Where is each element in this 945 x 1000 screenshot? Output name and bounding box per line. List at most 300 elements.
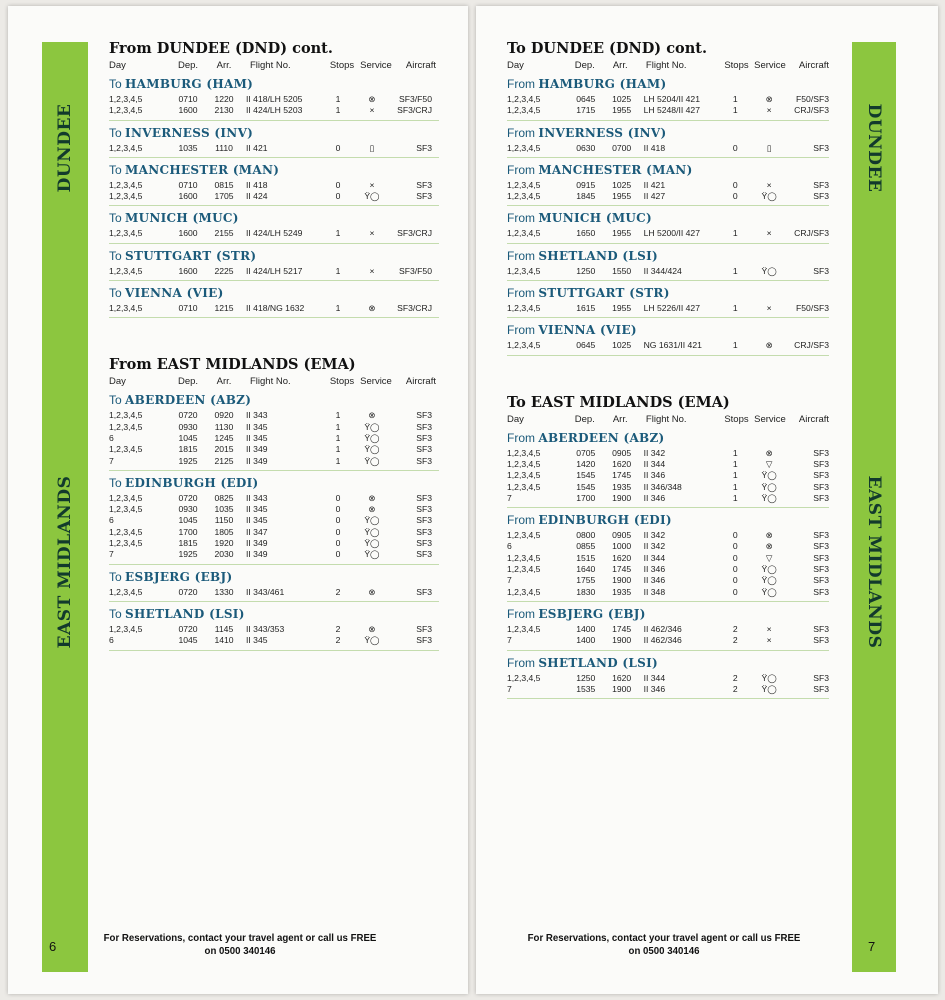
- flight-row: [109, 303, 439, 314]
- flight-flight: II 344: [643, 552, 666, 563]
- flight-stops: 0: [335, 492, 341, 503]
- flight-day: 1,2,3,4,5: [109, 94, 143, 104]
- flight-row: [507, 94, 829, 105]
- destination-block: [507, 285, 829, 318]
- flight-dep: 1830: [576, 586, 596, 597]
- destination-title: [109, 285, 439, 302]
- flight-aircraft: SF3: [416, 515, 432, 526]
- flight-arr: 1935: [612, 586, 632, 597]
- flight-dep: 1925: [178, 549, 198, 560]
- flight-row: [109, 538, 439, 549]
- flight-row: [109, 143, 439, 154]
- flight-arr: 1220: [214, 94, 234, 104]
- flight-flight: II 344: [643, 458, 666, 469]
- flight-day: 1,2,3,4,5: [507, 623, 541, 634]
- flight-service: ⊗: [368, 586, 376, 597]
- destination-prefix: To: [109, 162, 122, 177]
- flight-row: [109, 587, 439, 598]
- column-header-service: Service: [754, 413, 786, 425]
- flight-flight: II 346: [643, 575, 666, 586]
- flight-stops: 1: [335, 303, 341, 314]
- flight-aircraft: SF3: [813, 142, 829, 153]
- flight-dep: 1535: [576, 683, 596, 694]
- flight-flight: II 421: [643, 179, 666, 190]
- flight-row: [507, 624, 829, 635]
- destination-name: INVERNESS (INV): [125, 125, 254, 140]
- destination-title: [109, 475, 439, 492]
- flight-stops: 1: [335, 228, 341, 239]
- flight-arr: 2225: [214, 265, 234, 276]
- column-header-day: Day: [109, 376, 126, 388]
- flight-stops: 1: [732, 303, 738, 314]
- section-title: To DUNDEE (DND) cont.: [507, 40, 708, 57]
- flight-dep: 0930: [178, 421, 198, 432]
- destination-block: [109, 248, 439, 281]
- timetable-content: [109, 40, 439, 669]
- destination-prefix: From: [507, 125, 535, 140]
- flight-arr: 1620: [612, 458, 632, 469]
- destination-title: [507, 606, 829, 623]
- flight-stops: 2: [732, 623, 738, 634]
- flight-aircraft: CRJ/SF3: [794, 340, 829, 351]
- destination-prefix: From: [507, 606, 535, 621]
- column-header-day: Day: [109, 60, 126, 71]
- flight-flight: II 342: [643, 541, 666, 552]
- flight-stops: 0: [335, 142, 341, 153]
- flight-arr: 2015: [214, 444, 234, 455]
- destination-name: HAMBURG (HAM): [538, 77, 667, 91]
- flight-arr: 1745: [612, 470, 632, 481]
- flight-service: Ÿ◯: [364, 444, 380, 455]
- flight-flight: II 424/LH 5217: [246, 265, 303, 276]
- flight-service: ⊗: [765, 541, 773, 552]
- column-header-aircraft: Aircraft: [405, 60, 436, 71]
- flight-dep: 1715: [576, 105, 596, 116]
- page-number: 6: [49, 939, 57, 954]
- flight-dep: 1515: [576, 552, 596, 563]
- flight-service: ⊗: [765, 94, 773, 104]
- destination-title: [109, 125, 439, 142]
- destination-title: [109, 392, 439, 409]
- flight-flight: II 349: [246, 538, 268, 549]
- flight-flight: II 345: [246, 515, 268, 526]
- flight-arr: 1150: [214, 515, 234, 526]
- column-header-service: Service: [754, 60, 786, 71]
- flight-row: [109, 410, 439, 421]
- flight-service: ×: [766, 228, 772, 239]
- flight-arr: 0905: [612, 530, 632, 541]
- flight-day: 1,2,3,4,5: [109, 179, 143, 190]
- section-title: From EAST MIDLANDS (EMA): [109, 356, 356, 374]
- destination-block: [109, 606, 439, 651]
- flight-row: [507, 105, 829, 116]
- flight-row: [109, 493, 439, 504]
- section-spacer: [507, 374, 829, 394]
- flight-dep: 1250: [576, 672, 596, 683]
- destination-block: [507, 248, 829, 281]
- flight-service: Ÿ◯: [364, 549, 380, 560]
- flight-day: 7: [109, 455, 114, 466]
- flight-stops: 1: [335, 410, 341, 421]
- flight-stops: 1: [732, 492, 738, 503]
- flight-aircraft: SF3: [813, 564, 829, 575]
- timetable-content: [507, 40, 829, 717]
- destination-prefix: To: [109, 569, 122, 584]
- destination-block: [507, 125, 829, 158]
- flight-dep: 1250: [576, 265, 596, 276]
- destination-prefix: To: [109, 393, 122, 408]
- flight-day: 7: [507, 635, 512, 646]
- flight-dep: 0710: [178, 303, 198, 314]
- destination-name: MANCHESTER (MAN): [538, 162, 693, 177]
- flight-aircraft: F50/SF3: [796, 94, 829, 104]
- flight-service: ×: [766, 623, 772, 634]
- flight-dep: 0720: [178, 586, 198, 597]
- flight-aircraft: SF3: [416, 179, 432, 190]
- column-header-flight-no: Flight No.: [250, 60, 291, 71]
- flight-dep: 1615: [576, 303, 596, 314]
- flight-day: 1,2,3,4,5: [109, 492, 143, 503]
- flight-row: [507, 482, 829, 493]
- column-header-arr: Arr.: [216, 60, 232, 71]
- flight-arr: 1145: [214, 623, 234, 634]
- flight-arr: 0815: [214, 179, 234, 190]
- flight-arr: 1245: [214, 432, 234, 443]
- flight-arr: 1550: [612, 265, 632, 276]
- flight-dep: 1925: [178, 455, 198, 466]
- column-header-day: Day: [507, 60, 524, 71]
- flight-stops: 1: [732, 447, 738, 458]
- flight-stops: 1: [335, 444, 341, 455]
- flight-dep: 1815: [178, 444, 198, 455]
- flight-flight: II 345: [246, 504, 268, 515]
- flight-arr: 1025: [612, 340, 632, 351]
- flight-aircraft: SF3: [416, 538, 432, 549]
- flight-day: 1,2,3,4,5: [109, 105, 143, 116]
- destination-title: [109, 606, 439, 623]
- flight-service: Ÿ◯: [761, 265, 777, 276]
- flight-arr: 1900: [612, 575, 632, 586]
- destination-name: VIENNA (VIE): [125, 286, 224, 301]
- flight-aircraft: SF3: [813, 458, 829, 469]
- column-header-aircraft: Aircraft: [405, 376, 436, 388]
- flight-dep: 1650: [576, 228, 596, 239]
- destination-block: [109, 285, 439, 318]
- destination-block: [507, 606, 829, 651]
- flight-aircraft: SF3: [813, 179, 829, 190]
- flight-service: Ÿ◯: [364, 515, 380, 526]
- destination-title: [507, 430, 829, 447]
- flight-service: ×: [369, 105, 375, 116]
- destination-prefix: From: [507, 162, 535, 177]
- destination-title: [507, 125, 829, 142]
- destination-title: [109, 162, 439, 179]
- destination-prefix: From: [507, 655, 535, 670]
- flight-flight: II 427: [643, 191, 666, 202]
- flight-day: 1,2,3,4,5: [507, 564, 541, 575]
- flight-day: 1,2,3,4,5: [507, 228, 541, 239]
- flight-dep: 0705: [576, 447, 596, 458]
- flight-arr: 1110: [215, 142, 233, 153]
- flight-dep: 1045: [178, 432, 198, 443]
- timetable-section: [109, 40, 439, 318]
- flight-stops: 0: [335, 526, 341, 537]
- destination-title: [507, 285, 829, 302]
- flight-dep: 1035: [178, 142, 198, 153]
- side-label-east-midlands: EAST MIDLANDS: [864, 475, 884, 649]
- destination-prefix: From: [507, 286, 535, 301]
- destination-block: [507, 162, 829, 207]
- flight-aircraft: SF3: [813, 191, 829, 202]
- flight-arr: 1620: [612, 672, 632, 683]
- flight-dep: 1755: [576, 575, 596, 586]
- flight-day: 1,2,3,4,5: [507, 552, 541, 563]
- flight-row: [109, 527, 439, 538]
- flight-stops: 0: [732, 564, 738, 575]
- flight-arr: 1955: [612, 105, 632, 116]
- flight-aircraft: CRJ/SF3: [794, 228, 829, 239]
- flight-flight: LH 5204/II 421: [643, 94, 700, 104]
- flight-dep: 0855: [576, 541, 596, 552]
- destination-title: [507, 248, 829, 265]
- destination-block: [109, 475, 439, 565]
- flight-flight: II 347: [246, 526, 268, 537]
- flight-aircraft: SF3: [416, 549, 432, 560]
- destination-name: HAMBURG (HAM): [125, 77, 254, 91]
- flight-flight: II 342: [643, 530, 666, 541]
- flight-service: Ÿ◯: [364, 432, 380, 443]
- destination-prefix: From: [507, 430, 535, 445]
- flight-arr: 1745: [612, 564, 632, 575]
- section-title: To EAST MIDLANDS (EMA): [507, 393, 730, 411]
- flight-arr: 1215: [214, 303, 234, 314]
- footer-line: For Reservations, contact your travel agent or call us FREE: [103, 932, 377, 944]
- column-header-arr: Arr.: [612, 60, 628, 71]
- flight-flight: II 418/NG 1632: [246, 303, 305, 314]
- flight-row: [109, 635, 439, 646]
- flight-flight: II 421: [246, 142, 268, 153]
- flight-arr: 1900: [612, 492, 632, 503]
- flight-arr: 1025: [612, 94, 632, 104]
- flight-aircraft: SF3: [813, 586, 829, 597]
- flight-row: [109, 444, 439, 455]
- right-page: [476, 6, 938, 994]
- flight-day: 1,2,3,4,5: [109, 623, 143, 634]
- flight-row: [507, 470, 829, 481]
- destination-name: INVERNESS (INV): [538, 125, 667, 140]
- flight-flight: II 343/461: [246, 586, 285, 597]
- flight-day: 1,2,3,4,5: [507, 340, 541, 351]
- flight-arr: 1920: [214, 538, 234, 549]
- destination-title: [507, 76, 829, 93]
- flight-aircraft: SF3: [416, 191, 432, 202]
- flight-arr: 1900: [612, 683, 632, 694]
- flight-flight: II 342: [643, 447, 666, 458]
- destination-block: [109, 162, 439, 207]
- destination-name: EDINBURGH (EDI): [125, 475, 259, 490]
- flight-arr: 0700: [612, 142, 632, 153]
- flight-aircraft: SF3: [813, 672, 829, 683]
- flight-stops: 1: [335, 421, 341, 432]
- column-header-service: Service: [360, 60, 392, 71]
- flight-arr: 0905: [612, 447, 632, 458]
- flight-arr: 1900: [612, 635, 632, 646]
- destination-name: MUNICH (MUC): [125, 211, 239, 226]
- flight-day: 1,2,3,4,5: [109, 410, 143, 421]
- destination-prefix: To: [109, 286, 122, 301]
- flight-dep: 1600: [178, 228, 198, 239]
- side-tab-bar: [852, 42, 896, 972]
- page-number: 7: [868, 939, 876, 954]
- flight-aircraft: F50/SF3: [796, 303, 829, 314]
- flight-day: 1,2,3,4,5: [109, 191, 143, 202]
- destination-prefix: From: [507, 323, 535, 338]
- destination-prefix: To: [109, 475, 122, 490]
- flight-day: 1,2,3,4,5: [507, 179, 541, 190]
- destination-prefix: To: [109, 248, 122, 263]
- flight-aircraft: SF3: [416, 432, 432, 443]
- flight-flight: II 418: [643, 142, 666, 153]
- flight-aircraft: SF3: [416, 421, 432, 432]
- flight-aircraft: SF3/F50: [399, 265, 432, 276]
- flight-dep: 0710: [178, 179, 198, 190]
- flight-day: 1,2,3,4,5: [507, 458, 541, 469]
- destination-title: [507, 162, 829, 179]
- destination-name: EDINBURGH (EDI): [538, 513, 672, 528]
- destination-name: STUTTGART (STR): [538, 286, 670, 301]
- flight-flight: II 424: [246, 191, 268, 202]
- reservations-footer: [93, 932, 387, 958]
- destination-name: ABERDEEN (ABZ): [538, 430, 665, 445]
- flight-row: [109, 549, 439, 560]
- flight-dep: 1600: [178, 265, 198, 276]
- column-header-arr: Arr.: [612, 413, 628, 425]
- flight-aircraft: CRJ/SF3: [794, 105, 829, 116]
- flight-service: ⊗: [368, 623, 376, 634]
- column-headers: [109, 376, 439, 388]
- flight-aircraft: SF3: [416, 455, 432, 466]
- destination-prefix: From: [507, 211, 535, 226]
- flight-arr: 1620: [612, 552, 632, 563]
- flight-stops: 1: [335, 94, 341, 104]
- flight-day: 1,2,3,4,5: [507, 191, 541, 202]
- flight-day: 1,2,3,4,5: [507, 470, 541, 481]
- destination-name: VIENNA (VIE): [538, 323, 637, 338]
- flight-dep: 1045: [178, 515, 198, 526]
- flight-service: Ÿ◯: [761, 683, 777, 694]
- flight-day: 1,2,3,4,5: [507, 94, 541, 104]
- flight-service: ▯: [766, 142, 772, 153]
- flight-dep: 1400: [576, 623, 596, 634]
- flight-arr: 1330: [214, 586, 234, 597]
- flight-aircraft: SF3: [416, 492, 432, 503]
- flight-flight: II 349: [246, 444, 268, 455]
- destination-prefix: From: [507, 77, 535, 91]
- flight-flight: NG 1631/II 421: [643, 340, 702, 351]
- column-header-flight-no: Flight No.: [645, 413, 687, 425]
- side-label-dundee: DUNDEE: [864, 103, 884, 193]
- flight-service: ▽: [765, 458, 773, 469]
- flight-day: 1,2,3,4,5: [109, 265, 143, 276]
- flight-service: Ÿ◯: [761, 575, 777, 586]
- flight-arr: 1955: [612, 228, 632, 239]
- flight-day: 1,2,3,4,5: [507, 142, 541, 153]
- destination-block: [109, 76, 439, 121]
- flight-flight: II 346/348: [643, 481, 682, 492]
- flight-row: [507, 266, 829, 277]
- column-headers: [109, 60, 439, 72]
- destination-title: [109, 210, 439, 227]
- flight-stops: 0: [335, 179, 341, 190]
- flight-arr: 0825: [214, 492, 234, 503]
- destination-block: [507, 430, 829, 508]
- flight-stops: 1: [732, 470, 738, 481]
- flight-dep: 0710: [178, 94, 198, 104]
- flight-flight: II 462/346: [643, 623, 682, 634]
- flight-day: 6: [109, 515, 114, 526]
- flight-service: Ÿ◯: [364, 538, 380, 549]
- flight-day: 1,2,3,4,5: [109, 504, 143, 515]
- flight-stops: 2: [335, 635, 341, 646]
- flight-service: Ÿ◯: [761, 564, 777, 575]
- destination-block: [109, 392, 439, 470]
- flight-aircraft: SF3: [813, 575, 829, 586]
- flight-arr: 1035: [214, 504, 234, 515]
- flight-stops: 1: [732, 340, 738, 351]
- flight-flight: II 348: [643, 586, 666, 597]
- flight-flight: II 343: [246, 492, 268, 503]
- flight-stops: 0: [335, 538, 341, 549]
- flight-arr: 1955: [612, 191, 632, 202]
- flight-aircraft: SF3: [416, 444, 432, 455]
- flight-day: 1,2,3,4,5: [109, 228, 143, 239]
- column-headers: [507, 60, 829, 72]
- flight-stops: 1: [335, 432, 341, 443]
- flight-day: 7: [507, 683, 512, 694]
- flight-arr: 1705: [214, 191, 234, 202]
- left-page: [8, 6, 468, 994]
- flight-dep: 0915: [576, 179, 596, 190]
- flight-stops: 0: [732, 586, 738, 597]
- flight-service: ⊗: [368, 492, 376, 503]
- flight-row: [109, 228, 439, 239]
- flight-arr: 1745: [612, 623, 632, 634]
- flight-day: 7: [507, 492, 512, 503]
- destination-prefix: To: [109, 211, 122, 226]
- flight-day: 1,2,3,4,5: [109, 303, 143, 314]
- column-header-day: Day: [507, 413, 524, 425]
- destination-name: MUNICH (MUC): [538, 211, 652, 226]
- flight-dep: 1700: [178, 526, 198, 537]
- flight-dep: 1600: [178, 191, 198, 202]
- flight-day: 1,2,3,4,5: [507, 105, 541, 116]
- flight-flight: II 418/LH 5205: [246, 94, 303, 104]
- destination-title: [109, 248, 439, 265]
- flight-aircraft: SF3: [416, 526, 432, 537]
- flight-stops: 2: [732, 672, 738, 683]
- flight-aircraft: SF3: [813, 530, 829, 541]
- flight-dep: 0720: [178, 410, 198, 421]
- flight-arr: 1025: [612, 179, 632, 190]
- destination-title: [507, 322, 829, 339]
- flight-row: [109, 504, 439, 515]
- flight-stops: 1: [335, 455, 341, 466]
- destination-prefix: To: [109, 125, 122, 140]
- flight-service: ×: [766, 179, 772, 190]
- flight-aircraft: SF3: [813, 541, 829, 552]
- side-label-east-midlands: EAST MIDLANDS: [55, 475, 75, 649]
- flight-arr: 1000: [612, 541, 632, 552]
